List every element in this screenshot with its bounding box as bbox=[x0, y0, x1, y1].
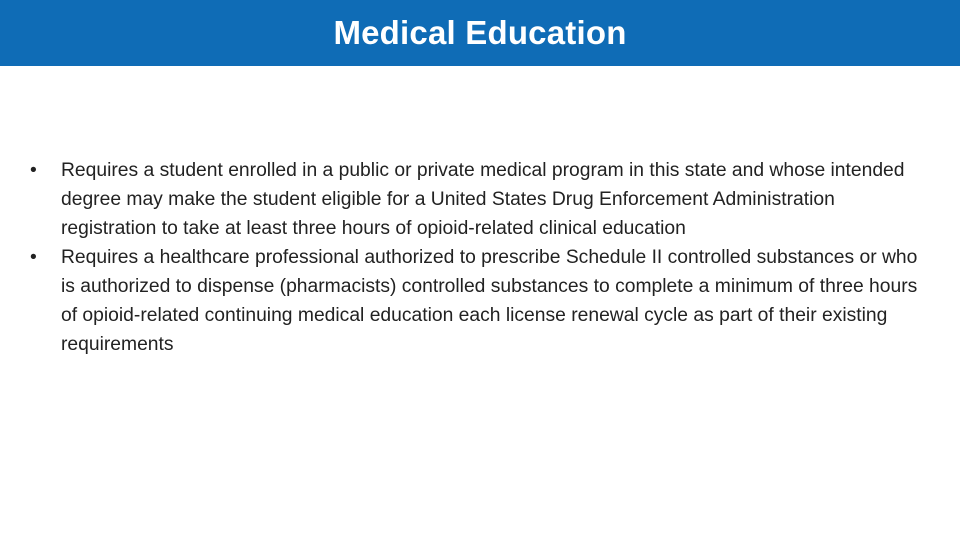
bullet-text: Requires a healthcare professional authorized to prescribe Schedule II controlled substances or who is authorized to dispense (pharmacists) controlled substances to complete a minimum of three hours of opioid-related continuing medical education each license renewal cycle as part of their existing requirements bbox=[61, 247, 918, 355]
bullet-icon: • bbox=[30, 160, 37, 181]
bullet-icon: • bbox=[30, 247, 37, 268]
bullet-text: Requires a student enrolled in a public or private medical program in this state and whose intended degree may make the student eligible for a United States Drug Enforcement Administration registration to take at least three hours of opioid-related clinical education bbox=[61, 160, 905, 239]
slide-title: Medical Education bbox=[333, 14, 627, 51]
bullet-list bbox=[30, 156, 930, 359]
bullet-item bbox=[30, 156, 930, 243]
title-bar bbox=[0, 0, 960, 66]
bullet-item bbox=[30, 243, 930, 359]
